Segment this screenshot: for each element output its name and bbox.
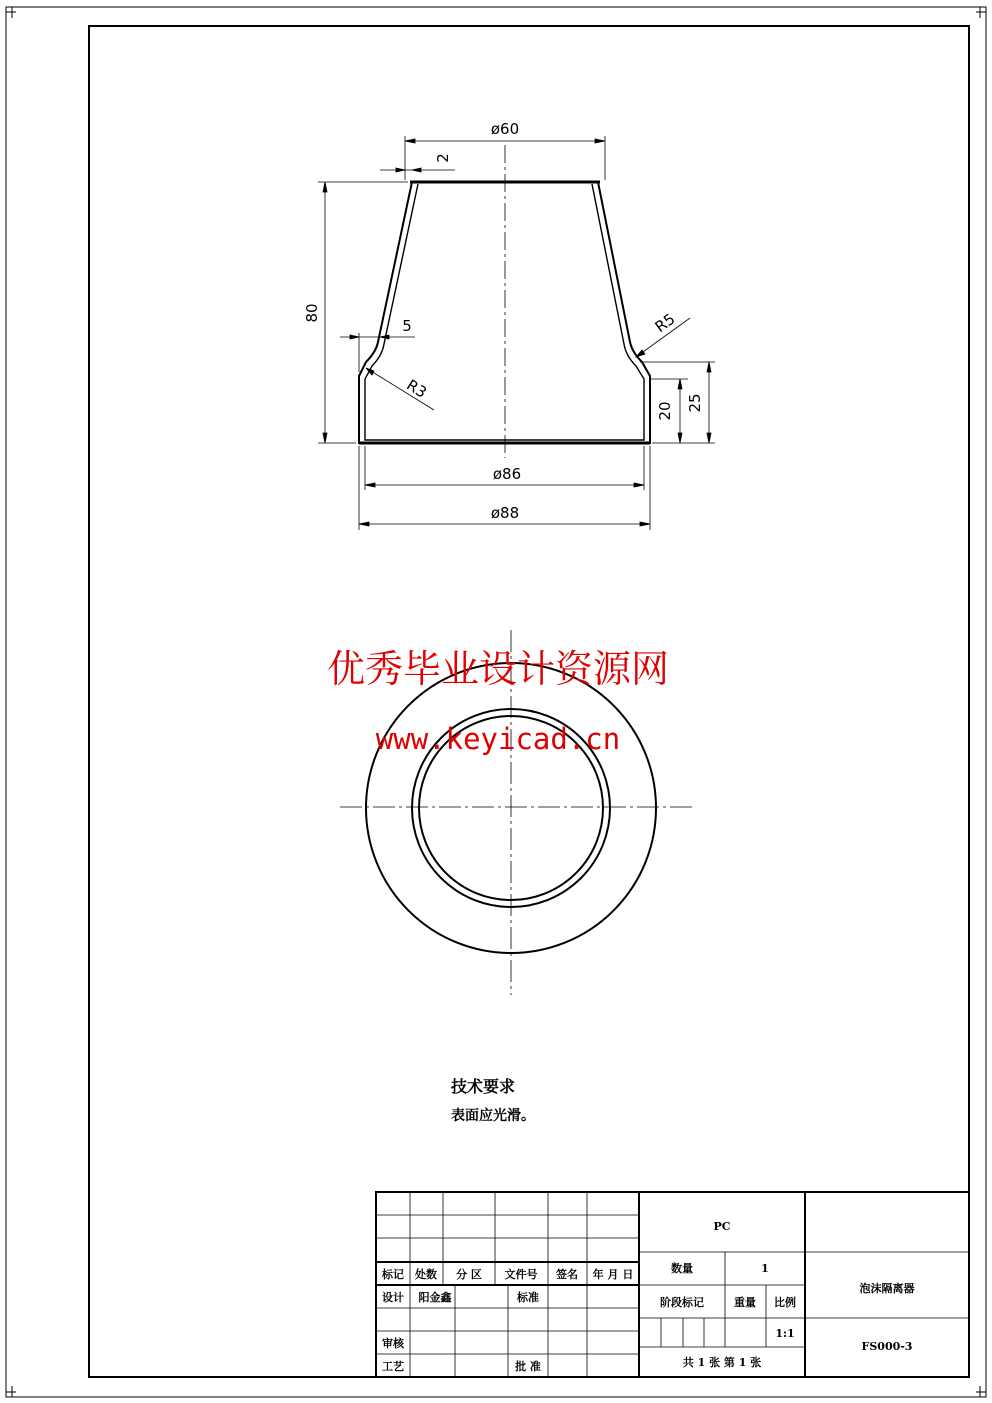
part-inner-profile [365, 184, 644, 440]
dim-skirt-25-label: 25 [686, 393, 704, 413]
drawing-border [89, 26, 969, 1377]
tb-h-count: 处数 [415, 1268, 437, 1281]
dim-wall [380, 168, 455, 172]
tb-weight-label: 重量 [734, 1296, 756, 1309]
watermark-url: www.keyicad.cn [375, 722, 621, 756]
part-outer-profile [359, 182, 650, 443]
tb-process-label: 工艺 [382, 1360, 404, 1373]
dim-outer-diameter-label: ø88 [490, 504, 520, 522]
tb-h-zone: 分 区 [456, 1268, 482, 1281]
dim-step [340, 333, 415, 372]
dim-inner-diameter-label: ø86 [492, 465, 522, 483]
tb-sheets: 共 1 张 第 1 张 [682, 1356, 762, 1369]
notes-title: 技术要求 [451, 1077, 516, 1096]
tb-h-mark: 标记 [382, 1268, 404, 1281]
tb-part-name: 泡沫隔离器 [859, 1282, 915, 1295]
dim-height [318, 182, 408, 443]
tb-h-sign: 签名 [556, 1268, 578, 1281]
tb-h-doc: 文件号 [504, 1268, 538, 1281]
tb-stage-label: 阶段标记 [660, 1296, 704, 1309]
tb-drawing-no: FS000-3 [861, 1340, 913, 1353]
tb-scale-value: 1:1 [775, 1327, 795, 1340]
notes-text: 表面应光滑。 [451, 1108, 535, 1124]
tb-standard-label: 标准 [517, 1291, 539, 1304]
watermark-title: 优秀毕业设计资源网 [326, 647, 670, 691]
corner-marks [6, 7, 986, 1397]
tb-approve-label: 批 准 [515, 1360, 541, 1373]
tb-qty-label: 数量 [671, 1262, 693, 1275]
tb-design-label: 设计 [382, 1291, 404, 1304]
dim-skirt-20-label: 20 [656, 401, 674, 421]
dim-wall-label: 2 [434, 153, 452, 163]
tb-qty-value: 1 [761, 1262, 769, 1275]
tb-review-label: 审核 [382, 1337, 404, 1350]
dim-radius-upper-label: R5 [651, 309, 679, 337]
tb-designer: 阳金鑫 [418, 1291, 452, 1304]
dim-top-diameter-label: ø60 [490, 120, 520, 138]
dim-radius-lower-label: R3 [403, 375, 430, 402]
trim-frame [6, 7, 986, 1397]
tb-h-date: 年 月 日 [592, 1268, 634, 1281]
dim-step-label: 5 [402, 317, 412, 335]
front-view [303, 120, 715, 530]
tb-scale-label: 比例 [774, 1296, 796, 1309]
title-block-text [381, 1220, 915, 1373]
dim-height-label: 80 [303, 303, 321, 323]
tb-material: PC [713, 1220, 731, 1233]
